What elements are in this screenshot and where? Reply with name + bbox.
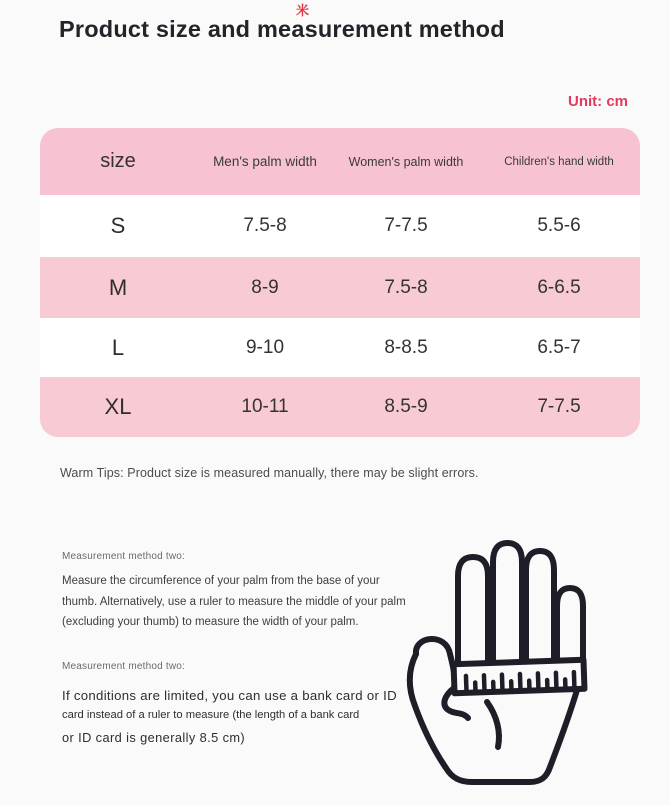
ruler-ticks <box>466 672 574 692</box>
cell-children-value: 5.5-6 <box>478 215 640 237</box>
method-1-body <box>62 575 422 637</box>
table-header-row <box>40 128 640 195</box>
table-row-m <box>40 257 640 318</box>
hand-ruler-svg <box>400 530 670 800</box>
cell-women-value: 7-7.5 <box>334 215 478 237</box>
method-1-line: thumb. Alternatively, use a ruler to measure the middle of your palm <box>62 596 422 617</box>
cell-women-value: 8.5-9 <box>334 396 478 418</box>
cell-size-label: S <box>40 213 196 239</box>
method-1-heading: Measurement method two: <box>62 551 185 562</box>
cell-men-value: 8-9 <box>196 277 334 299</box>
table-row-s <box>40 195 640 257</box>
cell-men-value: 10-11 <box>196 396 334 418</box>
header-cell-women: Women's palm width <box>334 155 478 169</box>
warm-tips-text: Warm Tips: Product size is measured manually, there may be slight errors. <box>60 466 479 480</box>
cell-children-value: 7-7.5 <box>478 396 640 418</box>
table-row-l <box>40 318 640 377</box>
cell-size-label: M <box>40 275 196 301</box>
size-table <box>40 128 640 437</box>
cell-women-value: 7.5-8 <box>334 277 478 299</box>
cell-size-label: L <box>40 335 196 361</box>
method-2-line: card instead of a ruler to measure (the length of a bank card <box>62 709 422 730</box>
hand-with-ruler-illustration <box>400 530 670 800</box>
cell-men-value: 7.5-8 <box>196 215 334 237</box>
method-2-line: If conditions are limited, you can use a bank card or ID <box>62 688 422 709</box>
top-red-mark: 米 <box>296 0 309 19</box>
ruler <box>454 660 585 694</box>
header-cell-men: Men's palm width <box>196 154 334 169</box>
method-2-heading: Measurement method two: <box>62 661 185 672</box>
table-row-xl <box>40 377 640 437</box>
cell-children-value: 6-6.5 <box>478 277 640 299</box>
unit-label: Unit: cm <box>568 93 628 110</box>
method-1-line: (excluding your thumb) to measure the width of your palm. <box>62 616 422 637</box>
header-cell-children: Children's hand width <box>478 156 640 168</box>
cell-women-value: 8-8.5 <box>334 337 478 359</box>
method-1-line: Measure the circumference of your palm from the base of your <box>62 575 422 596</box>
cell-children-value: 6.5-7 <box>478 337 640 359</box>
method-2-line: or ID card is generally 8.5 cm) <box>62 730 422 751</box>
header-cell-size: size <box>40 150 196 173</box>
method-2-body <box>62 688 422 751</box>
page-title: Product size and measurement method <box>59 16 505 43</box>
cell-size-label: XL <box>40 394 196 420</box>
cell-men-value: 9-10 <box>196 337 334 359</box>
